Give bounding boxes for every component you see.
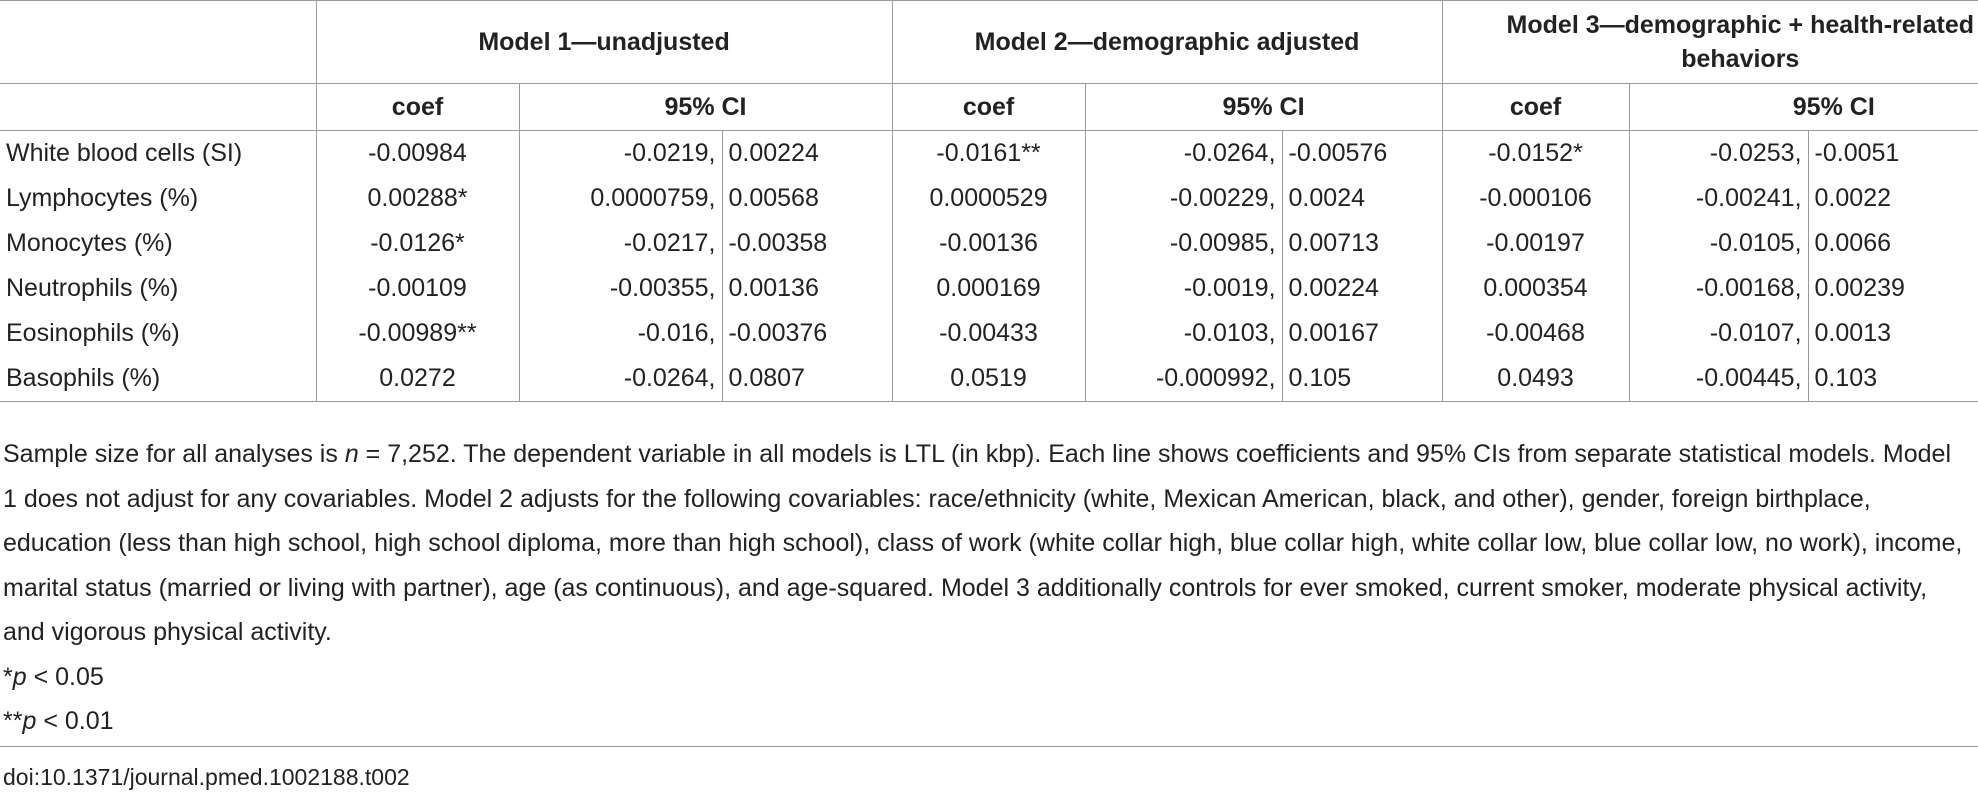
table-row <box>0 266 1978 311</box>
m1-ci-high-cell: 0.0807 <box>722 356 892 402</box>
m1-coef-cell: -0.00109 <box>316 266 519 311</box>
m2-ci-low-cell: -0.0264, <box>1085 131 1282 177</box>
m3-coef-cell: -0.00197 <box>1442 221 1629 266</box>
m2-ci-low-cell: -0.000992, <box>1085 356 1282 402</box>
m2-ci-high-cell: -0.00576 <box>1282 131 1442 177</box>
subheader-row <box>0 84 1978 131</box>
model-3-header: Model 3—demographic + health-related behaviors <box>1442 1 1978 84</box>
m3-coef-cell: 0.0493 <box>1442 356 1629 402</box>
m3-ci-high-cell: 0.0066 <box>1814 229 1891 257</box>
table-body <box>0 131 1978 402</box>
m2-ci-low-cell: -0.0103, <box>1085 311 1282 356</box>
m1-ci-high-cell: -0.00376 <box>722 311 892 356</box>
m3-ci-high-cell: 0.0013 <box>1814 319 1891 347</box>
m1-ci-high-cell: 0.00224 <box>722 131 892 177</box>
m3-ci-low-cell: -0.0105, <box>1629 221 1808 266</box>
doi-link[interactable]: doi:10.1371/journal.pmed.1002188.t002 <box>3 764 410 790</box>
row-label: White blood cells (SI) <box>0 131 316 177</box>
m2-coef-cell: 0.0519 <box>892 356 1085 402</box>
m2-ci-high-cell: 0.105 <box>1282 356 1442 402</box>
sample-note <box>3 432 1968 655</box>
m2-coef-cell: -0.00433 <box>892 311 1085 356</box>
m1-ci-high-cell: -0.00358 <box>722 221 892 266</box>
m3-ci-low-cell: -0.0253, <box>1629 131 1808 177</box>
m3-ci-high-cell: -0.0051 <box>1814 139 1900 167</box>
m2-coef-cell: -0.0161** <box>892 131 1085 177</box>
m1-coef-cell: 0.0272 <box>316 356 519 402</box>
m1-ci-low-cell: -0.0217, <box>519 221 722 266</box>
row-label: Basophils (%) <box>0 356 316 402</box>
ci-header: 95% CI <box>1085 84 1442 131</box>
sig2-star: ** <box>3 707 23 735</box>
m1-ci-high-cell: 0.00136 <box>722 266 892 311</box>
group-header-row <box>0 1 1978 84</box>
m1-coef-cell: 0.00288* <box>316 176 519 221</box>
m2-coef-cell: -0.00136 <box>892 221 1085 266</box>
sig1-star: * <box>3 662 13 691</box>
sample-rest: = 7,252. The dependent variable in all models is LTL (in kbp). Each line shows coefficients and 95% CIs from separate statistical models. Model 1 does not adjust for any covariables. Model 2 adjusts for the following covariables: race/ethnicity (white, Mexican American, black, and other), gender, foreign birthplace, education (less than high school, high school diploma, more than high school), class of work (white collar high, blue collar high, white collar low, blue collar low, no work), income, marital status (married or living with partner), age (as continuous), and age-squared. Model 3 additionally controls for ever smoked, current smoker, moderate physical activity, and vigorous physical activity. <box>3 440 1963 646</box>
sig-note-05 <box>3 655 1968 700</box>
m1-coef-cell: -0.00989** <box>316 311 519 356</box>
sample-n-symbol: n <box>344 440 359 468</box>
m1-coef-cell: -0.0126* <box>316 221 519 266</box>
m2-ci-high-cell: 0.00713 <box>1282 221 1442 266</box>
m3-coef-cell: -0.00468 <box>1442 311 1629 356</box>
m1-ci-low-cell: -0.00355, <box>519 266 722 311</box>
m3-ci-high-cell: 0.0022 <box>1814 184 1891 212</box>
m1-ci-low-cell: -0.016, <box>519 311 722 356</box>
footer-divider <box>0 746 1978 747</box>
sig2-rest: < 0.01 <box>36 707 114 735</box>
model-2-header: Model 2—demographic adjusted <box>892 1 1442 84</box>
m3-ci-high-cell: 0.103 <box>1808 356 1978 402</box>
m1-ci-low-cell: -0.0264, <box>519 356 722 402</box>
m2-ci-high-cell: 0.0024 <box>1282 176 1442 221</box>
m3-coef-cell: -0.0152* <box>1442 131 1629 177</box>
m2-coef-cell: 0.0000529 <box>892 176 1085 221</box>
m3-coef-cell: 0.000354 <box>1442 266 1629 311</box>
row-label: Neutrophils (%) <box>0 266 316 311</box>
table-row <box>0 221 1978 266</box>
sig2-p: p <box>22 707 37 735</box>
m2-ci-high-cell: 0.00167 <box>1282 311 1442 356</box>
m1-ci-high-cell: 0.00568 <box>722 176 892 221</box>
table-notes <box>3 432 1968 744</box>
coef-header: coef <box>316 84 519 131</box>
row-label: Monocytes (%) <box>0 221 316 266</box>
ci-header: 95% CI <box>1629 84 1978 131</box>
m3-ci-low-cell: -0.00241, <box>1629 176 1808 221</box>
coef-header: coef <box>1442 84 1629 131</box>
sig-note-01 <box>3 699 1968 744</box>
row-label-subheader <box>0 84 316 131</box>
ci-header: 95% CI <box>519 84 892 131</box>
m2-ci-high-cell: 0.00224 <box>1282 266 1442 311</box>
m1-coef-cell: -0.00984 <box>316 131 519 177</box>
m3-ci-high-cell: 0.00239 <box>1814 274 1905 302</box>
sig1-rest: < 0.05 <box>26 662 104 691</box>
coef-header: coef <box>892 84 1085 131</box>
m2-coef-cell: 0.000169 <box>892 266 1085 311</box>
m3-ci-low-cell: -0.00168, <box>1629 266 1808 311</box>
model-1-header: Model 1—unadjusted <box>316 1 892 84</box>
sig1-p: p <box>12 662 27 691</box>
table-row <box>0 311 1978 356</box>
table-row <box>0 356 1978 402</box>
m1-ci-low-cell: -0.0219, <box>519 131 722 177</box>
sample-prefix: Sample size for all analyses is <box>3 440 345 468</box>
row-label-header <box>0 1 316 84</box>
m2-ci-low-cell: -0.0019, <box>1085 266 1282 311</box>
row-label: Eosinophils (%) <box>0 311 316 356</box>
m3-ci-low-cell: -0.00445, <box>1629 356 1808 402</box>
table-row <box>0 176 1978 221</box>
m2-ci-low-cell: -0.00229, <box>1085 176 1282 221</box>
row-label: Lymphocytes (%) <box>0 176 316 221</box>
table-row <box>0 131 1978 177</box>
m1-ci-low-cell: 0.0000759, <box>519 176 722 221</box>
m3-ci-low-cell: -0.0107, <box>1629 311 1808 356</box>
m3-coef-cell: -0.000106 <box>1442 176 1629 221</box>
m2-ci-low-cell: -0.00985, <box>1085 221 1282 266</box>
